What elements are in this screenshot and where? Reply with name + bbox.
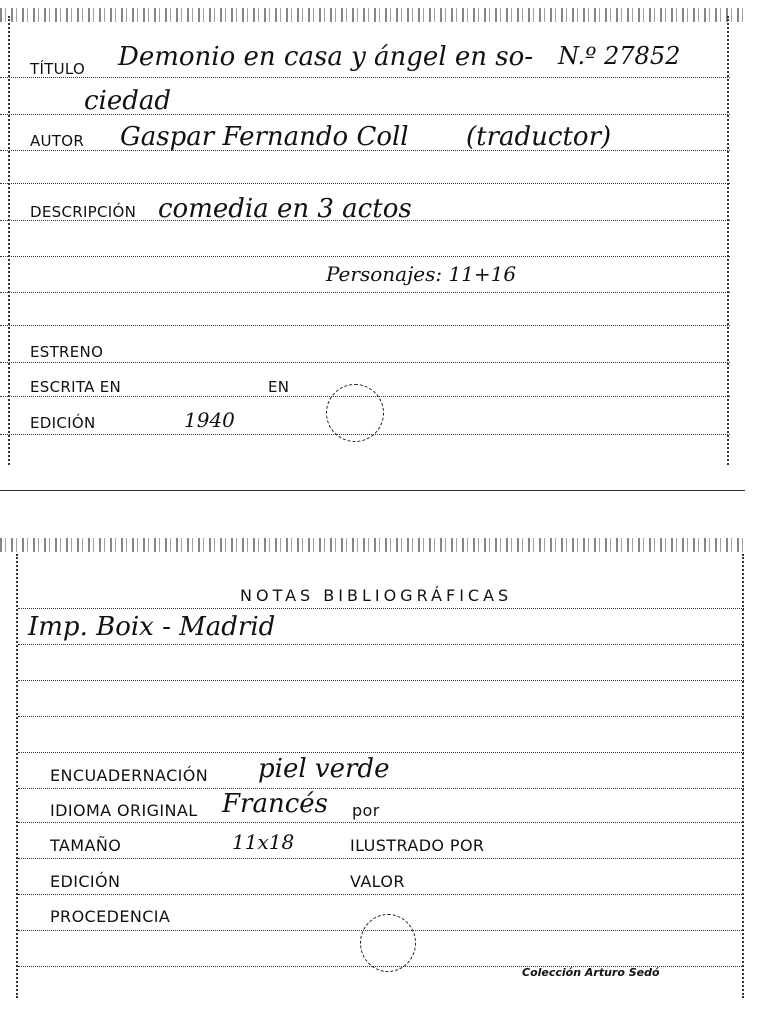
label-encuadernacion: ENCUADERNACIÓN: [50, 766, 209, 785]
handwritten-title-continued: ciedad: [84, 86, 172, 116]
label-edicion-bottom: EDICIÓN: [50, 872, 121, 891]
label-autor: AUTOR: [30, 132, 85, 150]
label-en: EN: [268, 378, 290, 396]
handwritten-translator-note: (traductor): [466, 122, 612, 152]
card-bottom-edge: [0, 490, 745, 491]
rule-line: [18, 608, 744, 609]
right-border: [742, 554, 744, 998]
handwritten-catalog-number: N.º 27852: [558, 42, 681, 70]
label-titulo: TÍTULO: [30, 60, 86, 78]
rule-line: [0, 183, 730, 184]
label-valor: VALOR: [350, 872, 405, 891]
rule-line: [0, 325, 730, 326]
rule-line: [18, 858, 744, 859]
handwritten-description: comedia en 3 actos: [158, 194, 412, 224]
rule-line: [18, 822, 744, 823]
label-ilustrado-por: ILUSTRADO POR: [350, 836, 485, 855]
rule-line: [0, 77, 730, 78]
rule-line: [18, 788, 744, 789]
right-border: [727, 16, 729, 465]
stamp-circle: [360, 914, 416, 972]
left-border: [8, 16, 10, 465]
handwritten-size: 11x18: [232, 830, 295, 854]
section-heading: NOTAS BIBLIOGRÁFICAS: [240, 586, 513, 605]
label-procedencia: PROCEDENCIA: [50, 907, 171, 926]
rule-line: [0, 292, 730, 293]
rule-line: [0, 256, 730, 257]
rule-line: [0, 362, 730, 363]
card-edge-texture: [0, 8, 745, 22]
rule-line: [18, 644, 744, 645]
rule-line: [18, 894, 744, 895]
handwritten-characters: Personajes: 11+16: [326, 262, 517, 286]
handwritten-title: Demonio en casa y ángel en so-: [118, 42, 534, 72]
handwritten-printer-note: Imp. Boix - Madrid: [28, 612, 276, 642]
rule-line: [18, 716, 744, 717]
catalog-card-bottom: [0, 538, 759, 1028]
rule-line: [18, 680, 744, 681]
handwritten-original-language: Francés: [222, 789, 329, 819]
handwritten-author: Gaspar Fernando Coll: [120, 122, 409, 152]
card-edge-texture: [0, 538, 745, 552]
collection-credit: Colección Arturo Sedó: [522, 966, 660, 979]
label-tamano: TAMAÑO: [50, 836, 122, 855]
label-edicion: EDICIÓN: [30, 414, 96, 432]
label-descripcion: DESCRIPCIÓN: [30, 203, 137, 221]
left-border: [16, 554, 18, 998]
label-estreno: ESTRENO: [30, 343, 104, 361]
label-escrita-en: ESCRITA EN: [30, 378, 122, 396]
catalog-card-top: [0, 0, 759, 495]
label-por: por: [352, 801, 380, 820]
handwritten-binding: piel verde: [258, 754, 390, 784]
rule-line: [18, 752, 744, 753]
handwritten-edition-year: 1940: [184, 408, 235, 432]
stamp-circle: [326, 384, 384, 442]
label-idioma-original: IDIOMA ORIGINAL: [50, 801, 198, 820]
